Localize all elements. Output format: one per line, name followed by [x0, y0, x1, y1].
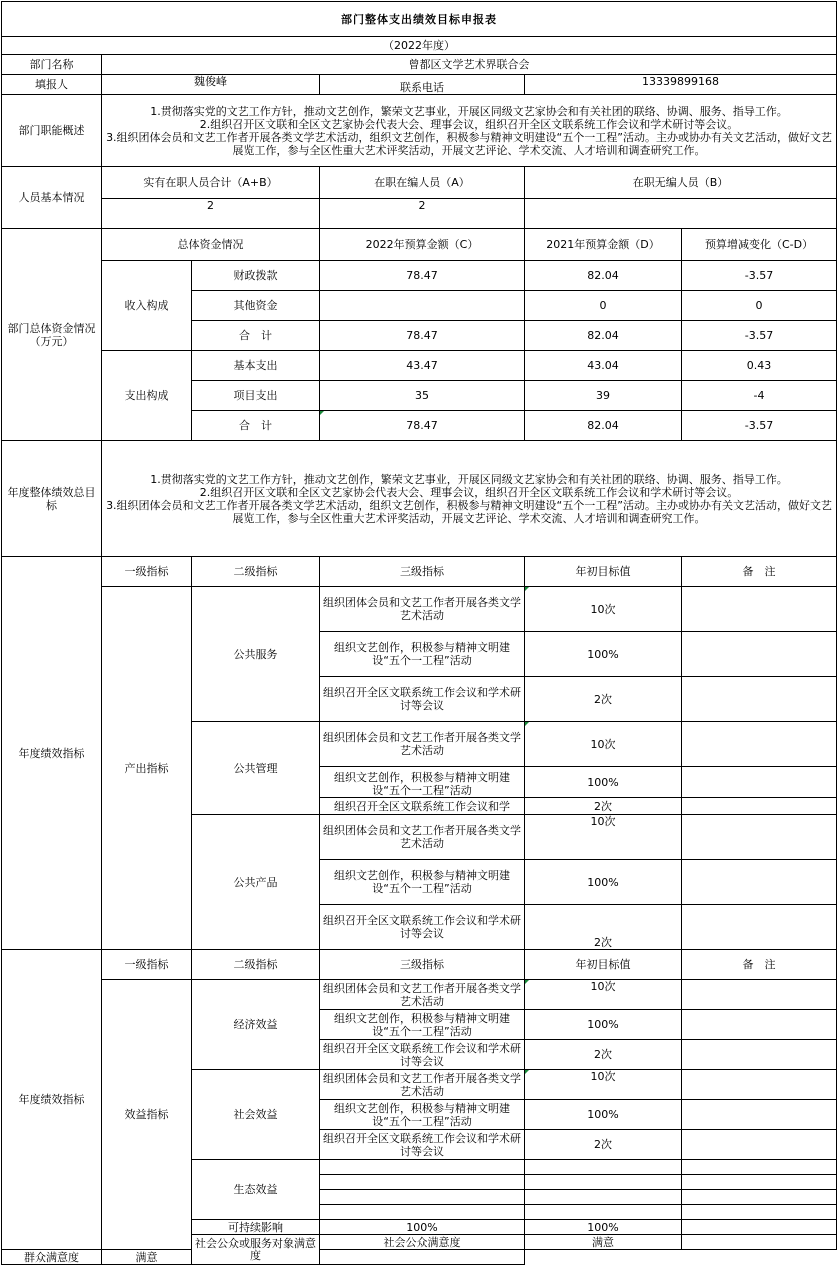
output-target: 2次	[525, 798, 682, 815]
dept-name-label: 部门名称	[2, 55, 102, 75]
output-indicator: 组织文艺创作，积极参与精神文明建设“五个一工程”活动	[320, 860, 525, 905]
functions-line-2: 2.组织召开区文联和全区文艺家协会代表大会、理事会议，组织召开全区文联系统工作会议和学术研讨等会议。	[199, 117, 739, 131]
benefit-indicator	[320, 1175, 525, 1190]
satisfaction-remark	[320, 1250, 525, 1265]
benefit-target: 100%	[525, 1100, 682, 1130]
output-indicator: 组织文艺创作，积极参与精神文明建设“五个一工程”活动	[320, 632, 525, 677]
expense-item: 项目支出	[192, 381, 320, 411]
phone-value: 13339899168	[525, 75, 837, 95]
benefit-remark	[682, 1175, 837, 1190]
satisfaction-value: 满意	[525, 1235, 682, 1250]
fiscal-year: （2022年度）	[2, 37, 837, 55]
output-header-level1: 一级指标	[102, 557, 192, 587]
benefit-remark	[682, 1070, 837, 1100]
benefit-header-target: 年初目标值	[525, 950, 682, 980]
output-indicator: 组织团体会员和文艺工作者开展各类文学艺术活动	[320, 815, 525, 860]
benefit-remark	[682, 1010, 837, 1040]
sustain-indicator: 100%	[320, 1220, 525, 1235]
output-group-name: 公共产品	[192, 815, 320, 950]
expense-diff: -4	[682, 381, 837, 411]
satisfaction-value: 满意	[102, 1250, 192, 1265]
output-target: 100%	[525, 632, 682, 677]
output-level1: 产出指标	[102, 587, 192, 950]
expense-label: 支出构成	[102, 351, 192, 441]
staff-value-b	[525, 199, 837, 229]
income-label: 收入构成	[102, 261, 192, 351]
benefit-header-level1: 一级指标	[102, 950, 192, 980]
expense-c: 43.47	[320, 351, 525, 381]
benefit-target: 10次	[525, 980, 682, 1010]
output-target: 10次	[525, 815, 682, 860]
expense-c: 35	[320, 381, 525, 411]
income-d: 82.04	[525, 261, 682, 291]
output-header-target: 年初目标值	[525, 557, 682, 587]
expense-c: 78.47	[320, 411, 525, 441]
income-c	[320, 291, 525, 321]
income-item: 其他资金	[192, 291, 320, 321]
dept-name-value: 曾都区文学艺术界联合会	[102, 55, 837, 75]
benefit-target: 2次	[525, 1040, 682, 1070]
funds-label: 部门总体资金情况（万元）	[2, 229, 102, 441]
benefit-indicator	[320, 1160, 525, 1175]
output-remark	[682, 587, 837, 632]
output-target: 2次	[525, 677, 682, 722]
output-header-remark: 备 注	[682, 557, 837, 587]
satisfaction-label: 社会公众或服务对象满意度	[192, 1235, 320, 1265]
output-indicator: 组织召开全区文联系统工作会议和学术研讨等会议	[320, 677, 525, 722]
output-target: 100%	[525, 860, 682, 905]
benefit-indicator	[320, 1190, 525, 1205]
sustain-remark	[682, 1220, 837, 1235]
benefit-target: 2次	[525, 1130, 682, 1160]
income-diff: 0	[682, 291, 837, 321]
functions-line-1: 1.贯彻落实党的文艺工作方针，推动文艺创作，繁荣文艺事业，开展区同级文艺家协会和有关社团的联络、协调、服务、指导工作。	[150, 104, 788, 118]
income-item: 财政拨款	[192, 261, 320, 291]
benefit-target	[525, 1160, 682, 1175]
benefit-target: 10次	[525, 1070, 682, 1100]
expense-d: 82.04	[525, 411, 682, 441]
income-d: 82.04	[525, 321, 682, 351]
output-remark	[682, 632, 837, 677]
income-c: 78.47	[320, 321, 525, 351]
benefit-header-level3: 三级指标	[320, 950, 525, 980]
benefit-indicator: 组织文艺创作，积极参与精神文明建设“五个一工程”活动	[320, 1100, 525, 1130]
benefit-target	[525, 1205, 682, 1220]
benefit-remark	[682, 1205, 837, 1220]
output-indicator: 组织召开全区文联系统工作会议和学	[320, 798, 525, 815]
benefit-remark	[682, 1100, 837, 1130]
reporter-label: 填报人	[2, 75, 102, 95]
benefit-remark	[682, 1040, 837, 1070]
output-indicator: 组织召开全区文联系统工作会议和学术研讨等会议	[320, 905, 525, 950]
output-group-name: 公共服务	[192, 587, 320, 722]
benefit-indicator: 组织团体会员和文艺工作者开展各类文学艺术活动	[320, 1070, 525, 1100]
benefit-remark	[682, 1130, 837, 1160]
annual-goal-text	[102, 441, 837, 557]
annual-goal-line-1: 1.贯彻落实党的文艺工作方针，推动文艺创作，繁荣文艺事业，开展区同级文艺家协会和有关社团的联络、协调、服务、指导工作。	[150, 472, 788, 486]
income-diff: -3.57	[682, 261, 837, 291]
benefit-group-name: 经济效益	[192, 980, 320, 1070]
output-target: 10次	[525, 587, 682, 632]
benefit-remark	[682, 1190, 837, 1205]
annual-goal-label: 年度整体绩效总目标	[2, 441, 102, 557]
output-remark	[682, 767, 837, 798]
goal-table	[1, 1, 837, 1265]
benefit-indicator: 组织召开全区文联系统工作会议和学术研讨等会议	[320, 1040, 525, 1070]
functions-label: 部门职能概述	[2, 95, 102, 167]
funds-header-diff: 预算增减变化（C-D）	[682, 229, 837, 261]
benefit-target: 100%	[525, 1010, 682, 1040]
functions-text	[102, 95, 837, 167]
output-target: 2次	[525, 905, 682, 950]
annual-goal-line-2: 2.组织召开区文联和全区文艺家协会代表大会、理事会议，组织召开全区文联系统工作会议和学术研讨等会议。	[199, 485, 739, 499]
page-title: 部门整体支出绩效目标申报表	[2, 2, 837, 37]
output-group-name: 公共管理	[192, 722, 320, 815]
benefit-indicator	[320, 1205, 525, 1220]
staff-value-a: 2	[320, 199, 525, 229]
staff-header-a: 在职在编人员（A）	[320, 167, 525, 199]
benefit-level1: 效益指标	[102, 980, 192, 1250]
benefit-remark	[682, 1160, 837, 1175]
benefit-remark	[682, 980, 837, 1010]
output-remark	[682, 677, 837, 722]
sustain-target: 100%	[525, 1220, 682, 1235]
benefit-group-name: 社会效益	[192, 1070, 320, 1160]
output-indicator: 组织团体会员和文艺工作者开展各类文学艺术活动	[320, 587, 525, 632]
output-target: 10次	[525, 722, 682, 767]
income-diff: -3.57	[682, 321, 837, 351]
expense-diff: -3.57	[682, 411, 837, 441]
benefit-section-label: 年度绩效指标	[2, 950, 102, 1250]
income-c: 78.47	[320, 261, 525, 291]
funds-header-overall: 总体资金情况	[102, 229, 320, 261]
benefit-header-remark: 备 注	[682, 950, 837, 980]
output-remark	[682, 798, 837, 815]
expense-total-item: 合 计	[192, 411, 320, 441]
expense-d: 43.04	[525, 351, 682, 381]
output-header-level3: 三级指标	[320, 557, 525, 587]
output-remark	[682, 722, 837, 767]
staff-value-total: 2	[102, 199, 320, 229]
functions-line-3: 3.组织团体会员和文艺工作者开展各类文学艺术活动，组织文艺创作，积极参与精神文明建设“五个一工程”活动。主办或协办有关文艺活动，做好文艺展览工作，参与全区性重大艺术评奖活动，开展文艺评论、学术交流、人才培训和调查研究工作。	[106, 130, 832, 157]
output-indicator: 组织团体会员和文艺工作者开展各类文学艺术活动	[320, 722, 525, 767]
staff-label: 人员基本情况	[2, 167, 102, 229]
benefit-header-level2: 二级指标	[192, 950, 320, 980]
benefit-target	[525, 1175, 682, 1190]
benefit-indicator: 组织召开全区文联系统工作会议和学术研讨等会议	[320, 1130, 525, 1160]
benefit-indicator: 组织文艺创作，积极参与精神文明建设“五个一工程”活动	[320, 1010, 525, 1040]
annual-goal-line-3: 3.组织团体会员和文艺工作者开展各类文学艺术活动，组织文艺创作，积极参与精神文明建设“五个一工程”活动。主办或协办有关文艺活动，做好文艺展览工作，参与全区性重大艺术评奖活动，开展文艺评论、学术交流、人才培训和调查研究工作。	[106, 498, 832, 525]
expense-d: 39	[525, 381, 682, 411]
output-indicator: 组织文艺创作，积极参与精神文明建设“五个一工程”活动	[320, 767, 525, 798]
satisfaction-remark	[682, 1235, 837, 1250]
output-header-level2: 二级指标	[192, 557, 320, 587]
phone-label: 联系电话	[320, 75, 525, 95]
funds-header-c: 2022年预算金额（C）	[320, 229, 525, 261]
output-remark	[682, 815, 837, 860]
benefit-eco-label: 生态效益	[192, 1160, 320, 1220]
output-section-label: 年度绩效指标	[2, 557, 102, 950]
satisfaction-indicator: 群众满意度	[2, 1250, 102, 1265]
income-d: 0	[525, 291, 682, 321]
output-target: 100%	[525, 767, 682, 798]
income-total-item: 合 计	[192, 321, 320, 351]
expense-item: 基本支出	[192, 351, 320, 381]
staff-header-total: 实有在职人员合计（A+B）	[102, 167, 320, 199]
output-remark	[682, 860, 837, 905]
benefit-indicator: 组织团体会员和文艺工作者开展各类文学艺术活动	[320, 980, 525, 1010]
expense-diff: 0.43	[682, 351, 837, 381]
satisfaction-indicator: 社会公众满意度	[320, 1235, 525, 1250]
sustain-label: 可持续影响	[192, 1220, 320, 1235]
funds-header-d: 2021年预算金额（D）	[525, 229, 682, 261]
output-remark	[682, 905, 837, 950]
benefit-target	[525, 1190, 682, 1205]
reporter-name: 魏俊峰	[102, 75, 320, 95]
staff-header-b: 在职无编人员（B）	[525, 167, 837, 199]
